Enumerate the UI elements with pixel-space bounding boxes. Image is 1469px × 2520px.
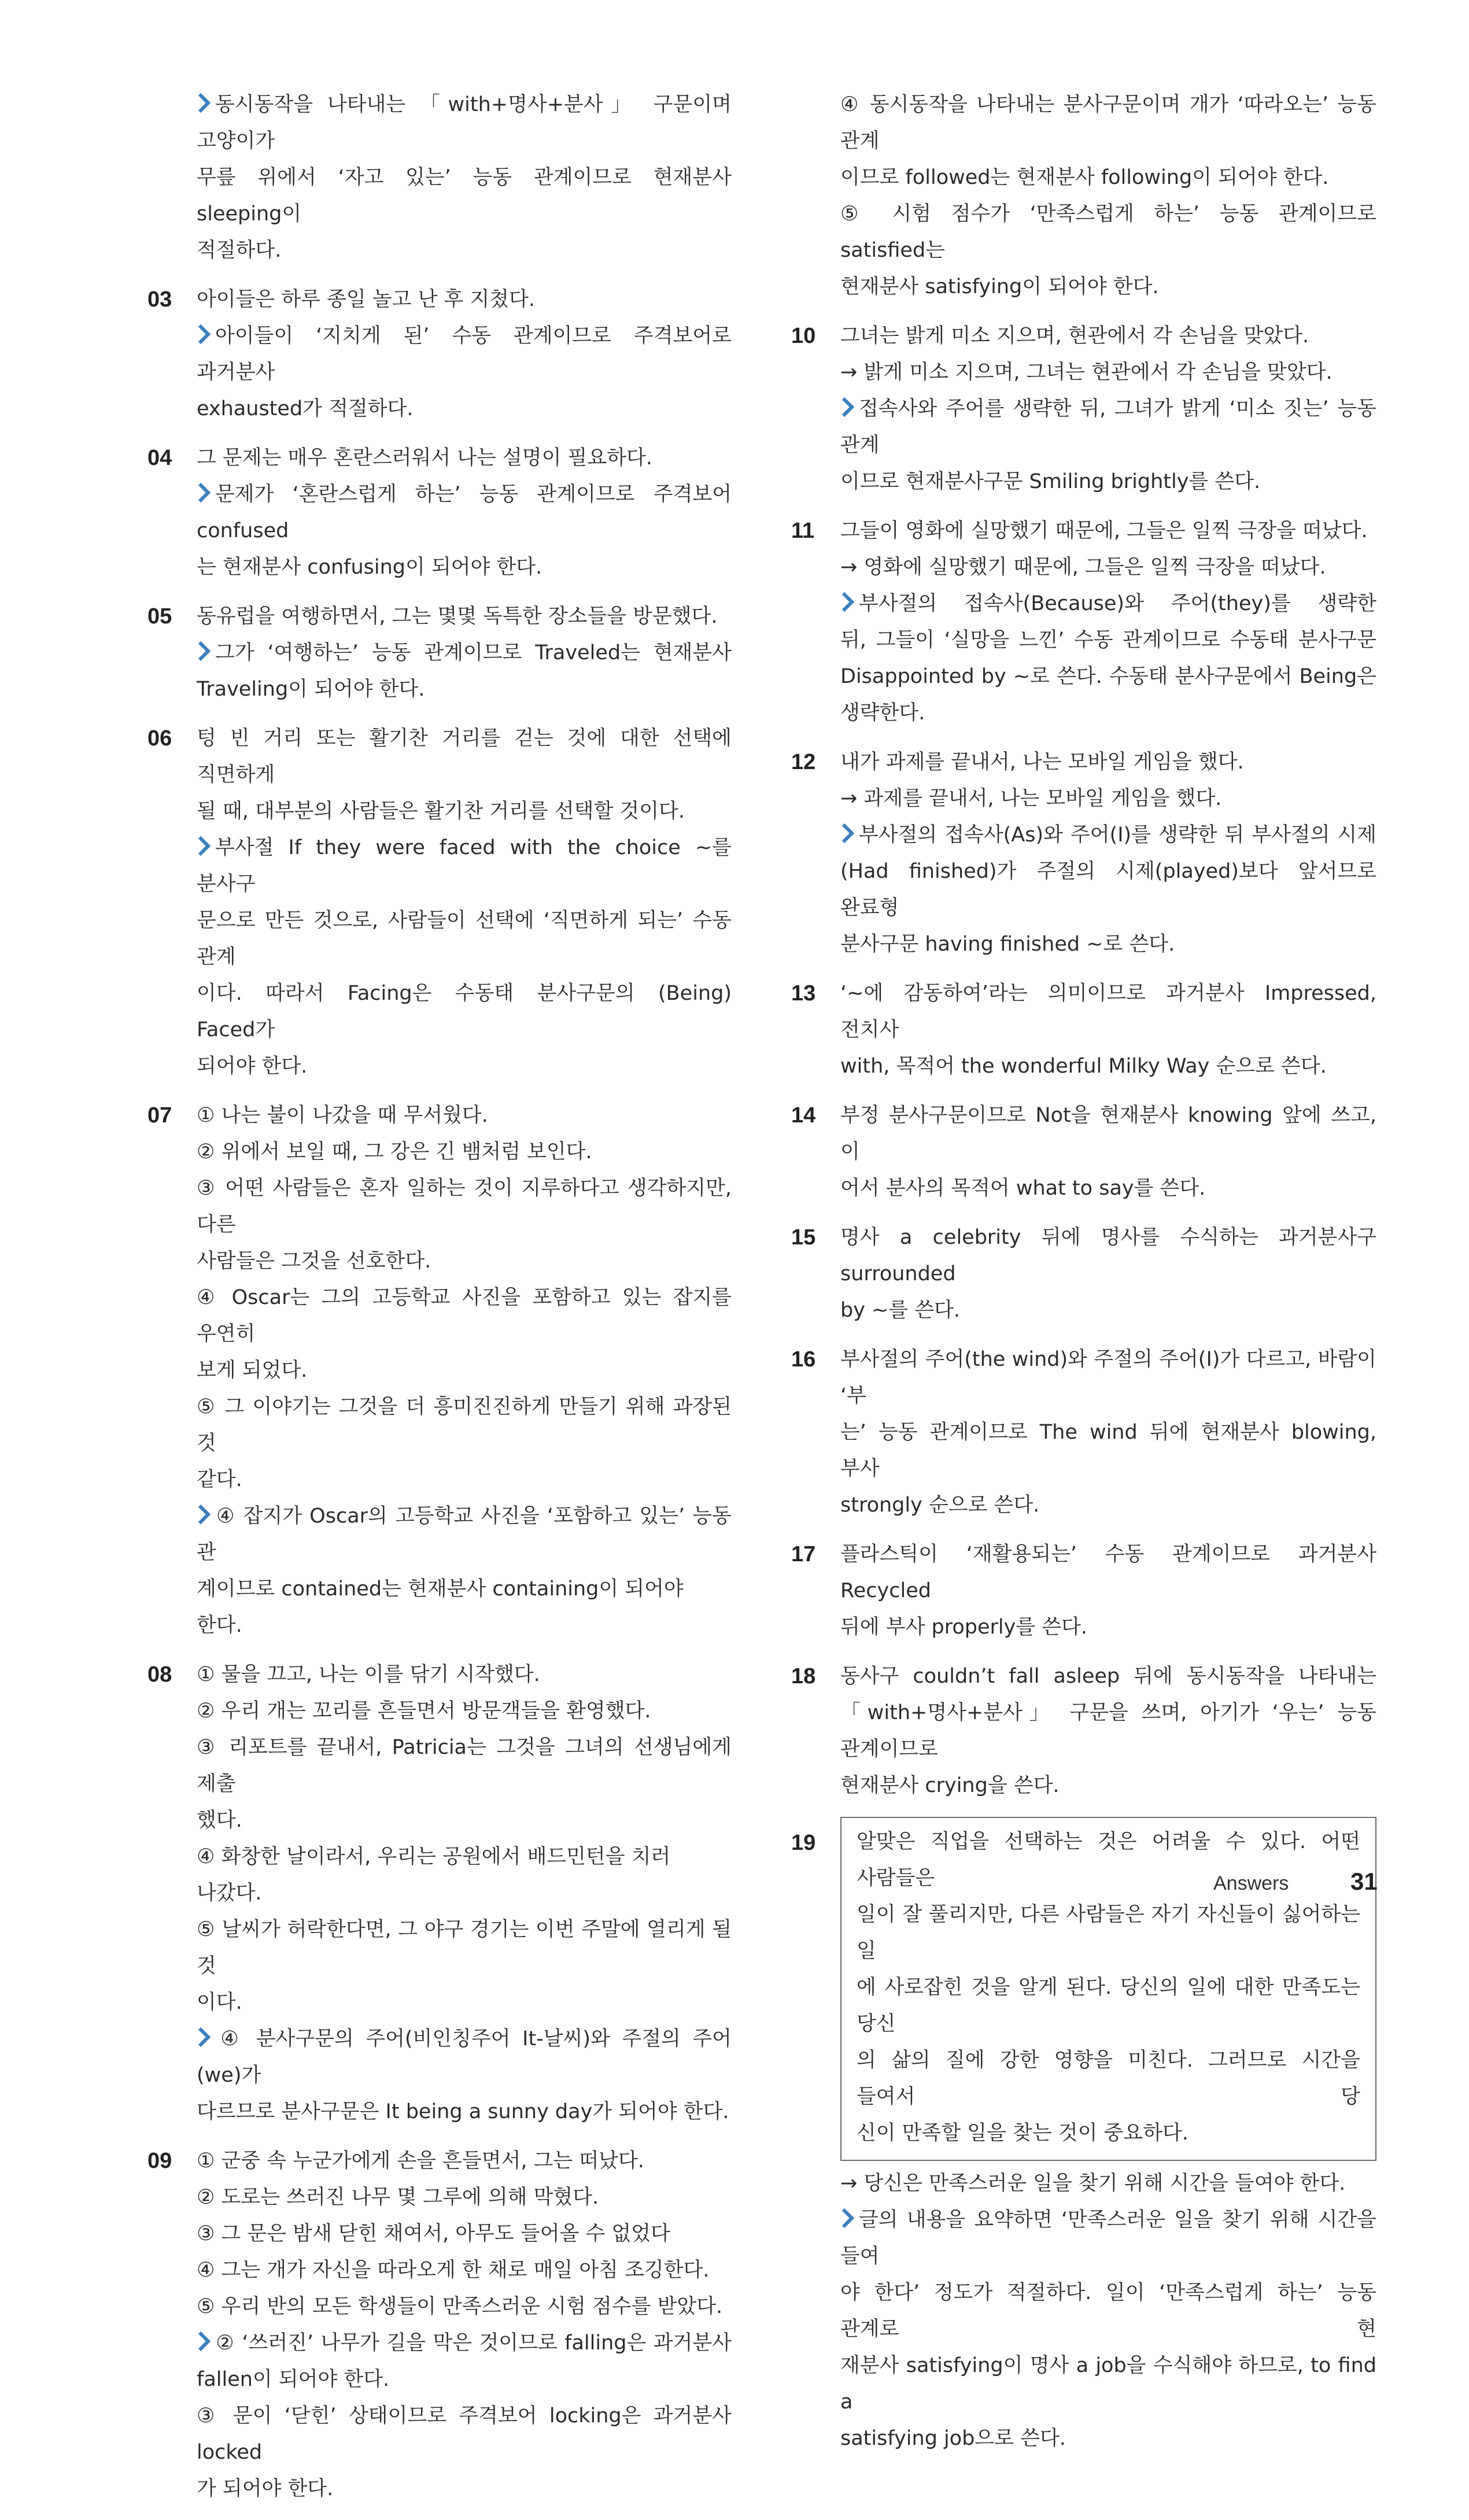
- explanation-line: 는 현재분사 confusing이 되어야 한다.: [197, 556, 542, 579]
- intro-explanation-left: [147, 87, 732, 269]
- explanation-line: 부정 분사구문이므로 Not을 현재분사 knowing 앞에 쓰고, 이: [840, 1104, 1376, 1163]
- choice-line: ④ 화창한 날이라서, 우리는 공원에서 배드민턴을 치러 나갔다.: [197, 1845, 671, 1905]
- answer-item-12: [791, 744, 1376, 963]
- choice-line: ② 위에서 보일 때, 그 강은 긴 뱀처럼 보인다.: [197, 1140, 592, 1163]
- explanation-line: 부사절 If they were faced with the choice ~를 분사구: [197, 830, 732, 903]
- chevron-right-icon: [840, 396, 855, 419]
- explanation-line: satisfying job으로 쓴다.: [840, 2427, 1066, 2450]
- translation-line: 아이들은 하루 종일 놀고 난 후 지쳤다.: [197, 288, 536, 311]
- translation-line: 텅 빈 거리 또는 활기찬 거리를 걷는 것에 대한 선택에 직면하게: [197, 727, 732, 786]
- explanation-line: fallen이 되어야 한다.: [197, 2368, 390, 2391]
- explanation-line: 아이들이 ‘지치게 된’ 수동 관계이므로 주격보어로 과거분사: [197, 318, 732, 391]
- item-number: 17: [791, 1542, 816, 1566]
- translation-line: 동유럽을 여행하면서, 그는 몇몇 독특한 장소들을 방문했다.: [197, 605, 718, 628]
- text-line: 적절하다.: [197, 239, 282, 262]
- explanation-line: 되어야 한다.: [197, 1055, 308, 1078]
- intro-explanation-right: [791, 87, 1376, 305]
- explanation-line: 야 한다’ 정도가 적절하다. 일이 ‘만족스럽게 하는’ 능동 관계로 현: [840, 2281, 1376, 2341]
- answer-item-19: [791, 1817, 1376, 2457]
- translation-line: 그들이 영화에 실망했기 때문에, 그들은 일찍 극장을 떠났다.: [840, 519, 1368, 542]
- explanation-line: 문으로 만든 것으로, 사람들이 선택에 ‘직면하게 되는’ 수동 관계: [197, 909, 732, 969]
- explanation-line: 접속사와 주어를 생략한 뒤, 그녀가 밝게 ‘미소 짓는’ 능동 관계: [840, 391, 1376, 464]
- translation-line: → 밝게 미소 지으며, 그녀는 현관에서 각 손님을 맞았다.: [840, 361, 1333, 384]
- item-number: 14: [791, 1103, 816, 1128]
- text-line: ⑤ 시험 점수가 ‘만족스럽게 하는’ 능동 관계이므로 satisfied는: [840, 202, 1376, 262]
- translation-line: 내가 과제를 끝내서, 나는 모바일 게임을 했다.: [840, 751, 1244, 774]
- text-line: 동시동작을 나타내는 「with+명사+분사」 구문이며 고양이가: [197, 87, 732, 160]
- chevron-right-icon: [197, 640, 212, 663]
- item-number: 06: [147, 726, 172, 751]
- choice-line: 사람들은 그것을 선호한다.: [197, 1250, 431, 1273]
- item-number: 03: [147, 287, 172, 312]
- explanation-line: 동사구 couldn’t fall asleep 뒤에 동시동작을 나타내는: [840, 1665, 1376, 1688]
- explanation-line: ④ 분사구문의 주어(비인칭주어 It-날씨)와 주절의 주어(we)가: [197, 2021, 732, 2094]
- item-number: 05: [147, 604, 172, 629]
- explanation-line: 명사 a celebrity 뒤에 명사를 수식하는 과거분사구 surrounded: [840, 1226, 1376, 1285]
- explanation-line: 부사절의 접속사(As)와 주어(I)를 생략한 뒤 부사절의 시제: [840, 817, 1376, 853]
- chevron-right-icon: [840, 822, 855, 845]
- explanation-line: 는’ 능동 관계이므로 The wind 뒤에 현재분사 blowing, 부사: [840, 1421, 1376, 1480]
- explanation-line: 문제가 ‘혼란스럽게 하는’ 능동 관계이므로 주격보어 confused: [197, 476, 732, 549]
- item-number: 19: [791, 1831, 816, 1855]
- text-line: 현재분사 satisfying이 되어야 한다.: [840, 275, 1159, 298]
- translation-line: 될 때, 대부분의 사람들은 활기찬 거리를 선택할 것이다.: [197, 800, 685, 823]
- answer-item-04: [147, 440, 732, 586]
- item-number: 11: [791, 519, 815, 543]
- chevron-right-icon: [197, 2330, 212, 2353]
- explanation-line: 다르므로 분사구문은 It being a sunny day가 되어야 한다.: [197, 2100, 729, 2123]
- choice-line: ② 우리 개는 꼬리를 흔들면서 방문객들을 환영했다.: [197, 1699, 651, 1723]
- item-number: 04: [147, 446, 172, 470]
- passage-line: 에 사로잡힌 것을 알게 된다. 당신의 일에 대한 만족도는 당신: [857, 1976, 1360, 2035]
- explanation-line: 그가 ‘여행하는’ 능동 관계이므로 Traveled는 현재분사: [197, 635, 732, 671]
- item-number: 16: [791, 1347, 816, 1372]
- footer-label: Answers: [1213, 1872, 1289, 1894]
- answer-item-08: [147, 1657, 732, 2130]
- explanation-line: ② ‘쓰러진’ 나무가 길을 막은 것이므로 falling은 과거분사: [197, 2325, 732, 2362]
- explanation-line: (Had finished)가 주절의 시제(played)보다 앞서므로 완료형: [840, 860, 1376, 919]
- item-number: 08: [147, 1662, 172, 1687]
- choice-line: ④ 그는 개가 자신을 따라오게 한 채로 매일 아침 조깅한다.: [197, 2259, 710, 2282]
- answer-item-18: [791, 1658, 1376, 1804]
- explanation-line: 글의 내용을 요약하면 ‘만족스러운 일을 찾기 위해 시간을 들여: [840, 2202, 1376, 2275]
- choice-line: ① 나는 불이 나갔을 때 무서웠다.: [197, 1104, 488, 1127]
- answer-item-06: [147, 720, 732, 1085]
- explanation-line: 「with+명사+분사」 구문을 쓰며, 아기가 ‘우는’ 능동 관계이므로: [840, 1701, 1376, 1761]
- explanation-line: 생략한다.: [840, 701, 925, 725]
- explanation-line: with, 목적어 the wonderful Milky Way 순으로 쓴다.: [840, 1055, 1327, 1078]
- choice-line: ⑤ 날씨가 허락한다면, 그 야구 경기는 이번 주말에 열리게 될 것: [197, 1918, 732, 1978]
- choice-line: 같다.: [197, 1468, 242, 1491]
- chevron-right-icon: [840, 590, 855, 614]
- item-number: 12: [791, 750, 816, 774]
- chevron-right-icon: [197, 834, 212, 858]
- text-line: ④ 동시동작을 나타내는 분사구문이며 개가 ‘따라오는’ 능동 관계: [840, 93, 1376, 153]
- answer-item-17: [791, 1536, 1376, 1646]
- chevron-right-icon: [197, 481, 212, 504]
- explanation-line: strongly 순으로 쓴다.: [840, 1494, 1040, 1517]
- translation-line: → 영화에 실망했기 때문에, 그들은 일찍 극장을 떠났다.: [840, 556, 1326, 579]
- explanation-line: 이므로 현재분사구문 Smiling brightly를 쓴다.: [840, 470, 1261, 493]
- explanation-line: 현재분사 crying을 쓴다.: [840, 1774, 1060, 1797]
- passage-line: 의 삶의 질에 강한 영향을 미친다. 그러므로 시간을 들여서 당: [857, 2049, 1360, 2108]
- explanation-line: 부사절의 접속사(Because)와 주어(they)를 생략한: [840, 586, 1376, 622]
- item-number: 07: [147, 1103, 172, 1128]
- explanation-line: 뒤, 그들이 ‘실망을 느낀’ 수동 관계이므로 수동태 분사구문: [840, 629, 1376, 652]
- answer-item-09: [147, 2143, 732, 2507]
- answer-item-03: [147, 282, 732, 427]
- explanation-line: 계이므로 contained는 현재분사 containing이 되어야 한다.: [197, 1577, 684, 1637]
- chevron-right-icon: [197, 2026, 212, 2049]
- explanation-line: 가 되어야 한다.: [197, 2477, 334, 2500]
- left-column: [147, 87, 732, 2520]
- passage-line: 일이 잘 풀리지만, 다른 사람들은 자기 자신들이 싫어하는 일: [857, 1903, 1360, 1963]
- text-line: 이므로 followed는 현재분사 following이 되어야 한다.: [840, 166, 1329, 189]
- explanation-line: 플라스틱이 ‘재활용되는’ 수동 관계이므로 과거분사 Recycled: [840, 1543, 1376, 1602]
- choice-line: ③ 리포트를 끝내서, Patricia는 그것을 그녀의 선생님에게 제출: [197, 1736, 732, 1795]
- chevron-right-icon: [197, 1503, 212, 1526]
- choice-line: ⑤ 그 이야기는 그것을 더 흥미진진하게 만들기 위해 과장된 것: [197, 1395, 732, 1455]
- answer-item-11: [791, 513, 1376, 731]
- choice-line: ① 군중 속 누군가에게 손을 흔들면서, 그는 떠났다.: [197, 2149, 644, 2172]
- passage-box: [840, 1817, 1376, 2161]
- chevron-right-icon: [197, 323, 212, 346]
- item-number: 15: [791, 1225, 816, 1250]
- answer-item-07: [147, 1098, 732, 1644]
- explanation-line: 분사구문 having finished ~로 쓴다.: [840, 933, 1175, 956]
- explanation-line: ③ 문이 ‘닫힌’ 상태이므로 주격보어 locking은 과거분사 locked: [197, 2404, 732, 2464]
- summary-line: → 당신은 만족스러운 일을 찾기 위해 시간을 들여야 한다.: [840, 2172, 1346, 2195]
- choice-line: ③ 어떤 사람들은 혼자 일하는 것이 지루하다고 생각하지만, 다른: [197, 1177, 732, 1236]
- choice-line: ① 물을 끄고, 나는 이를 닦기 시작했다.: [197, 1663, 540, 1686]
- translation-line: → 과제를 끝내서, 나는 모바일 게임을 했다.: [840, 787, 1222, 810]
- choice-line: 보게 되었다.: [197, 1359, 308, 1382]
- answer-item-16: [791, 1342, 1376, 1524]
- text-line: 무릎 위에서 ‘자고 있는’ 능동 관계이므로 현재분사 sleeping이: [197, 166, 732, 226]
- choice-line: 이다.: [197, 1991, 242, 2014]
- item-number: 09: [147, 2149, 172, 2173]
- explanation-line: 재분사 satisfying이 명사 a job을 수식해야 하므로, to find a: [840, 2354, 1376, 2414]
- translation-line: 그 문제는 매우 혼란스러워서 나는 설명이 필요하다.: [197, 446, 652, 470]
- right-column: [791, 87, 1376, 2470]
- explanation-line: Traveling이 되어야 한다.: [197, 678, 425, 701]
- answer-item-15: [791, 1220, 1376, 1329]
- answer-item-13: [791, 976, 1376, 1085]
- explanation-line: 뒤에 부사 properly를 쓴다.: [840, 1616, 1088, 1639]
- translation-line: 그녀는 밝게 미소 지으며, 현관에서 각 손님을 맞았다.: [840, 324, 1309, 348]
- choice-line: ② 도로는 쓰러진 나무 몇 그루에 의해 막혔다.: [197, 2186, 599, 2209]
- choice-line: 했다.: [197, 1809, 242, 1832]
- chevron-right-icon: [197, 91, 212, 114]
- item-number: 10: [791, 324, 816, 348]
- item-number: 18: [791, 1664, 816, 1688]
- choice-line: ④ Oscar는 그의 고등학교 사진을 포함하고 있는 잡지를 우연히: [197, 1286, 732, 1346]
- chevron-right-icon: [840, 2207, 855, 2230]
- answer-item-10: [791, 318, 1376, 500]
- item-number: 13: [791, 981, 816, 1006]
- explanation-line: ④ 잡지가 Oscar의 고등학교 사진을 ‘포함하고 있는’ 능동 관: [197, 1498, 732, 1571]
- explanation-line: exhausted가 적절하다.: [197, 397, 414, 420]
- explanation-line: Disappointed by ~로 쓴다. 수동태 분사구문에서 Being은: [840, 665, 1376, 688]
- explanation-line: 어서 분사의 목적어 what to say를 쓴다.: [840, 1177, 1206, 1200]
- choice-line: ⑤ 우리 반의 모든 학생들이 만족스러운 시험 점수를 받았다.: [197, 2295, 723, 2318]
- explanation-line: ‘~에 감동하여’라는 의미이므로 과거분사 Impressed, 전치사: [840, 982, 1376, 1041]
- answer-item-14: [791, 1098, 1376, 1207]
- passage-line: 신이 만족할 일을 찾는 것이 중요하다.: [857, 2122, 1189, 2145]
- page-number: 31: [1350, 1868, 1378, 1895]
- answer-item-05: [147, 598, 732, 708]
- explanation-line: by ~를 쓴다.: [840, 1299, 961, 1322]
- choice-line: ③ 그 문은 밤새 닫힌 채여서, 아무도 들어올 수 없었다: [197, 2222, 670, 2245]
- passage-line: 알맞은 직업을 선택하는 것은 어려울 수 있다. 어떤 사람들은: [857, 1830, 1360, 1890]
- explanation-line: 이다. 따라서 Facing은 수동태 분사구문의 (Being) Faced가: [197, 982, 732, 1041]
- explanation-line: 부사절의 주어(the wind)와 주절의 주어(I)가 다르고, 바람이 ‘부: [840, 1348, 1376, 1407]
